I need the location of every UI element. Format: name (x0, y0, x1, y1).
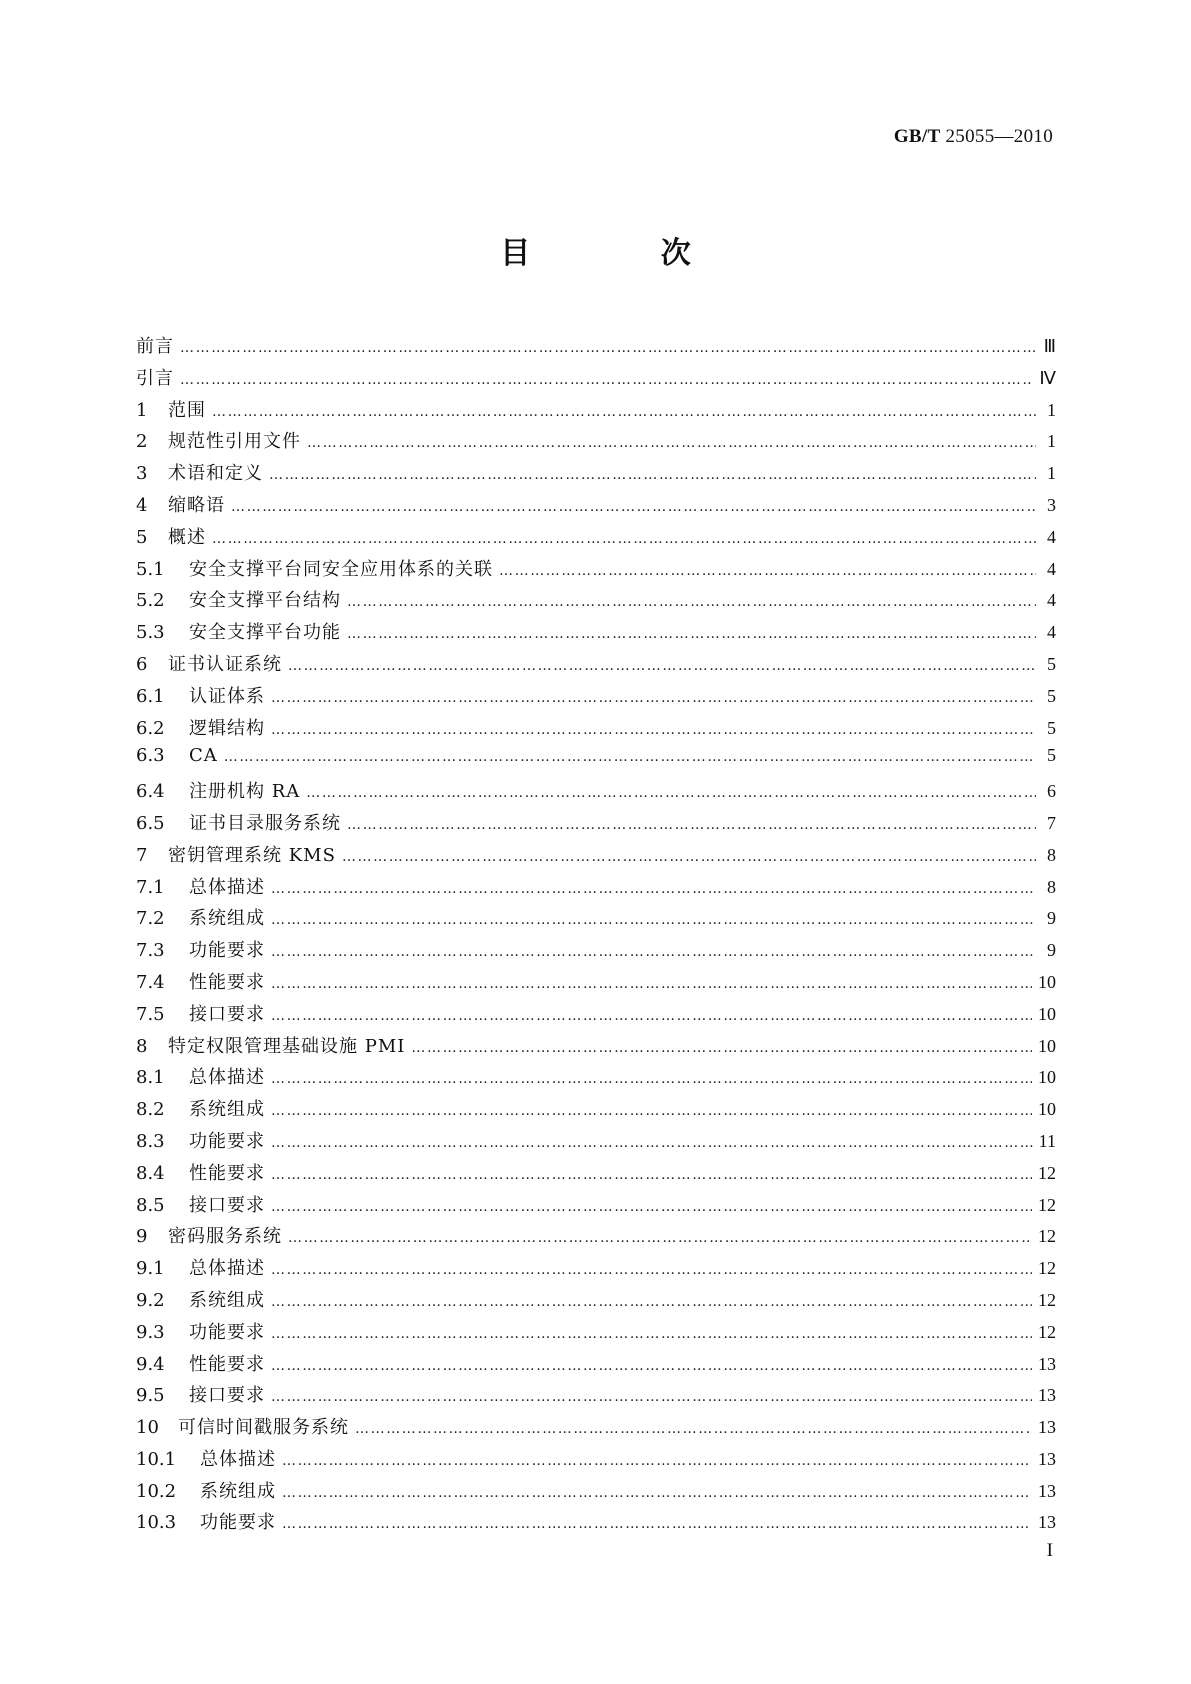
toc-leader-dots (411, 1040, 1032, 1056)
toc-entry[interactable] (136, 1159, 1056, 1191)
toc-entry-number: 7.4 (136, 971, 165, 993)
toc-entry-label: CA (189, 745, 218, 767)
toc-entry-page: 10 (1038, 1067, 1056, 1088)
toc-entry-label: 系统组成 (189, 1289, 265, 1311)
toc-entry-label: 概述 (168, 526, 206, 548)
toc-entry[interactable] (136, 618, 1056, 650)
toc-entry[interactable] (136, 1477, 1056, 1509)
toc-entry-label: 性能要求 (189, 1353, 265, 1375)
toc-entry[interactable] (136, 332, 1056, 364)
toc-entry[interactable] (136, 841, 1056, 873)
toc-entry-label: 安全支撑平台功能 (189, 622, 341, 644)
toc-entry[interactable] (136, 1445, 1056, 1477)
toc-entry-page: 10 (1038, 971, 1056, 992)
toc-entry[interactable] (136, 1381, 1056, 1413)
toc-entry-label: 密码服务系统 (168, 1226, 282, 1248)
toc-leader-dots (269, 467, 1036, 483)
toc-leader-dots (306, 785, 1036, 801)
toc-entry[interactable] (136, 968, 1056, 1000)
toc-leader-dots (282, 1485, 1032, 1501)
toc-leader-dots (288, 1230, 1032, 1246)
toc-entry-number: 9.5 (136, 1385, 165, 1407)
toc-entry-label: 功能要求 (189, 1130, 265, 1152)
toc-entry-page: 6 (1047, 781, 1056, 802)
toc-entry[interactable] (136, 1127, 1056, 1159)
toc-leader-dots (347, 594, 1036, 610)
toc-entry[interactable] (136, 1286, 1056, 1318)
toc-entry-page: 13 (1038, 1353, 1056, 1374)
toc-entry-page: 9 (1047, 908, 1056, 929)
toc-entry-number: 5.2 (136, 590, 165, 612)
toc-entry-page: 1 (1047, 431, 1056, 452)
toc-entry-page: 8 (1047, 844, 1056, 865)
page-title: 目 次 (500, 236, 751, 271)
toc-entry-number: 9.3 (136, 1321, 165, 1343)
toc-entry-label: 缩略语 (168, 494, 225, 516)
toc-entry-number: 8.1 (136, 1067, 165, 1089)
toc-entry-number: 6.1 (136, 685, 165, 707)
toc-entry[interactable] (136, 459, 1056, 491)
toc-entry-label: 密钥管理系统 KMS (168, 844, 336, 866)
toc-entry-number: 10.1 (136, 1448, 177, 1470)
toc-entry-number: 8.2 (136, 1099, 165, 1121)
toc-entry-number: 5.3 (136, 622, 165, 644)
toc-leader-dots (271, 1262, 1032, 1278)
toc-entry-label: 规范性引用文件 (168, 431, 301, 453)
toc-leader-dots (180, 340, 1036, 356)
toc-entry[interactable] (136, 777, 1056, 809)
toc-leader-dots (271, 1008, 1032, 1024)
toc-entry-number: 6.3 (136, 745, 165, 767)
toc-entry-label: 总体描述 (189, 1067, 265, 1089)
toc-entry-page: Ⅳ (1039, 367, 1056, 388)
toc-leader-dots (271, 912, 1036, 928)
toc-entry-number: 8 (136, 1035, 148, 1057)
toc-entry-number: 9.4 (136, 1353, 165, 1375)
toc-entry[interactable] (136, 1350, 1056, 1382)
toc-entry-label: 功能要求 (189, 1321, 265, 1343)
toc-entry-page: 13 (1038, 1512, 1056, 1533)
toc-entry-label: 接口要求 (189, 1194, 265, 1216)
toc-entry-page: 12 (1038, 1289, 1056, 1310)
toc-leader-dots (271, 1167, 1032, 1183)
toc-entry[interactable] (136, 1095, 1056, 1127)
toc-entry[interactable] (136, 586, 1056, 618)
toc-leader-dots (307, 435, 1036, 451)
toc-entry-page: 7 (1047, 812, 1056, 833)
toc-leader-dots (231, 499, 1036, 515)
toc-entry-label: 性能要求 (189, 971, 265, 993)
toc-entry-number: 10.3 (136, 1512, 177, 1534)
toc-entry[interactable] (136, 682, 1056, 714)
standard-prefix: GB/T (893, 126, 941, 147)
toc-entry[interactable] (136, 1063, 1056, 1095)
toc-leader-dots (180, 372, 1033, 388)
toc-entry-label: 接口要求 (189, 1385, 265, 1407)
toc-entry-label: 逻辑结构 (189, 717, 265, 739)
toc-entry-number: 6.5 (136, 812, 165, 834)
toc-leader-dots (499, 563, 1036, 579)
toc-entry-page: 4 (1047, 526, 1056, 547)
toc-entry-label: 术语和定义 (168, 463, 263, 485)
toc-entry[interactable] (136, 1318, 1056, 1350)
toc-entry-number: 10.2 (136, 1480, 177, 1502)
toc-entry[interactable] (136, 555, 1056, 587)
toc-entry-label: 系统组成 (189, 908, 265, 930)
toc-entry-label: 接口要求 (189, 1003, 265, 1025)
toc-leader-dots (282, 1516, 1032, 1532)
toc-leader-dots (224, 749, 1036, 765)
toc-entry-number: 8.4 (136, 1162, 165, 1184)
toc-entry-label: 性能要求 (189, 1162, 265, 1184)
toc-entry-page: 4 (1047, 558, 1056, 579)
toc-entry-label: 认证体系 (189, 685, 265, 707)
toc-entry[interactable] (136, 396, 1056, 428)
toc-leader-dots (212, 531, 1036, 547)
toc-entry-number: 7.2 (136, 908, 165, 930)
toc-entry-label: 总体描述 (189, 1258, 265, 1280)
toc-entry[interactable] (136, 809, 1056, 841)
toc-leader-dots (271, 1103, 1032, 1119)
toc-entry[interactable] (136, 1254, 1056, 1286)
toc-entry[interactable] (136, 1222, 1056, 1254)
toc-entry-number: 7.3 (136, 940, 165, 962)
toc-entry-label: 注册机构 RA (189, 781, 301, 803)
toc-entry-label: 功能要求 (200, 1512, 276, 1534)
toc-entry[interactable] (136, 1191, 1056, 1223)
toc-entry-page: 10 (1038, 1003, 1056, 1024)
toc-entry-number: 9 (136, 1226, 148, 1248)
page-number: I (1046, 1540, 1053, 1561)
toc-entry-page: 9 (1047, 940, 1056, 961)
toc-leader-dots (347, 626, 1036, 642)
table-of-contents (136, 332, 1056, 1540)
toc-entry-number: 10 (136, 1417, 159, 1439)
toc-entry-page: 12 (1038, 1321, 1056, 1342)
toc-entry-page: 8 (1047, 876, 1056, 897)
toc-entry[interactable] (136, 427, 1056, 459)
toc-entry-page: 5 (1047, 685, 1056, 706)
toc-entry[interactable] (136, 1413, 1056, 1445)
toc-entry-page: 10 (1038, 1035, 1056, 1056)
toc-entry-number: 7.1 (136, 876, 165, 898)
standard-number (894, 126, 1053, 148)
toc-entry-number: 6.2 (136, 717, 165, 739)
toc-entry-number: 3 (136, 463, 148, 485)
toc-leader-dots (271, 1389, 1032, 1405)
toc-entry-number: 4 (136, 494, 148, 516)
toc-leader-dots (347, 817, 1036, 833)
toc-entry-label: 系统组成 (189, 1099, 265, 1121)
toc-entry-page: 4 (1047, 622, 1056, 643)
toc-entry-number: 7.5 (136, 1003, 165, 1025)
toc-entry-label: 特定权限管理基础设施 PMI (168, 1035, 406, 1057)
toc-entry-label: 总体描述 (200, 1448, 276, 1470)
toc-entry-page: 3 (1047, 494, 1056, 515)
toc-entry-label: 安全支撑平台结构 (189, 590, 341, 612)
toc-leader-dots (271, 1326, 1032, 1342)
toc-entry[interactable] (136, 936, 1056, 968)
toc-entry-page: 11 (1038, 1130, 1056, 1151)
toc-leader-dots (282, 1453, 1032, 1469)
toc-entry-number: 5 (136, 526, 148, 548)
toc-entry-label: 范围 (168, 399, 206, 421)
toc-entry-label: 证书认证系统 (168, 653, 282, 675)
toc-entry-page: 5 (1047, 653, 1056, 674)
toc-entry-page: 10 (1038, 1099, 1056, 1120)
toc-entry-page: 13 (1038, 1417, 1056, 1438)
toc-entry-label: 证书目录服务系统 (189, 812, 341, 834)
toc-entry-number: 2 (136, 431, 148, 453)
toc-entry-page: 5 (1047, 745, 1056, 766)
toc-entry-label: 前言 (136, 336, 174, 357)
toc-entry-page: 12 (1038, 1258, 1056, 1279)
toc-entry-number: 6.4 (136, 781, 165, 803)
toc-leader-dots (271, 1199, 1032, 1215)
toc-entry[interactable] (136, 364, 1056, 396)
toc-leader-dots (288, 658, 1036, 674)
toc-entry-number: 1 (136, 399, 148, 421)
toc-entry[interactable] (136, 523, 1056, 555)
toc-entry-label: 安全支撑平台同安全应用体系的关联 (189, 558, 493, 580)
toc-leader-dots (212, 404, 1036, 420)
toc-entry-page: 5 (1047, 717, 1056, 738)
toc-leader-dots (271, 1071, 1032, 1087)
toc-entry-label: 可信时间戳服务系统 (178, 1417, 349, 1439)
toc-entry-page: Ⅲ (1043, 336, 1056, 356)
toc-leader-dots (355, 1421, 1032, 1437)
toc-leader-dots (271, 976, 1032, 992)
toc-entry-label: 引言 (136, 367, 174, 389)
toc-entry[interactable] (136, 745, 1056, 777)
toc-entry[interactable] (136, 904, 1056, 936)
toc-entry[interactable] (136, 1000, 1056, 1032)
toc-entry-page: 13 (1038, 1385, 1056, 1406)
toc-entry-number: 7 (136, 844, 148, 866)
toc-leader-dots (342, 849, 1036, 865)
toc-leader-dots (271, 1135, 1033, 1151)
toc-leader-dots (271, 1294, 1032, 1310)
toc-leader-dots (271, 944, 1036, 960)
toc-entry-page: 12 (1038, 1162, 1056, 1183)
toc-entry-number: 8.3 (136, 1130, 165, 1152)
toc-entry-page: 12 (1038, 1194, 1056, 1215)
toc-entry-label: 总体描述 (189, 876, 265, 898)
toc-entry-label: 功能要求 (189, 940, 265, 962)
toc-entry-number: 8.5 (136, 1194, 165, 1216)
toc-entry-page: 12 (1038, 1226, 1056, 1247)
toc-entry-number: 9.1 (136, 1258, 165, 1280)
toc-entry-page: 13 (1038, 1448, 1056, 1469)
toc-entry-page: 1 (1047, 463, 1056, 484)
toc-entry-number: 5.1 (136, 558, 165, 580)
toc-entry-page: 4 (1047, 590, 1056, 611)
toc-entry-label: 系统组成 (200, 1480, 276, 1502)
toc-entry[interactable] (136, 491, 1056, 523)
toc-entry-number: 6 (136, 653, 148, 675)
toc-entry-number: 9.2 (136, 1289, 165, 1311)
toc-leader-dots (271, 1358, 1032, 1374)
toc-entry[interactable] (136, 1508, 1056, 1540)
toc-entry[interactable] (136, 1032, 1056, 1064)
standard-code: 25055—2010 (945, 126, 1053, 147)
toc-leader-dots (271, 881, 1036, 897)
toc-entry-page: 13 (1038, 1480, 1056, 1501)
toc-entry-page: 1 (1047, 399, 1056, 420)
toc-leader-dots (271, 722, 1036, 738)
toc-leader-dots (271, 690, 1036, 706)
toc-entry[interactable] (136, 650, 1056, 682)
toc-entry[interactable] (136, 873, 1056, 905)
toc-entry[interactable] (136, 714, 1056, 746)
